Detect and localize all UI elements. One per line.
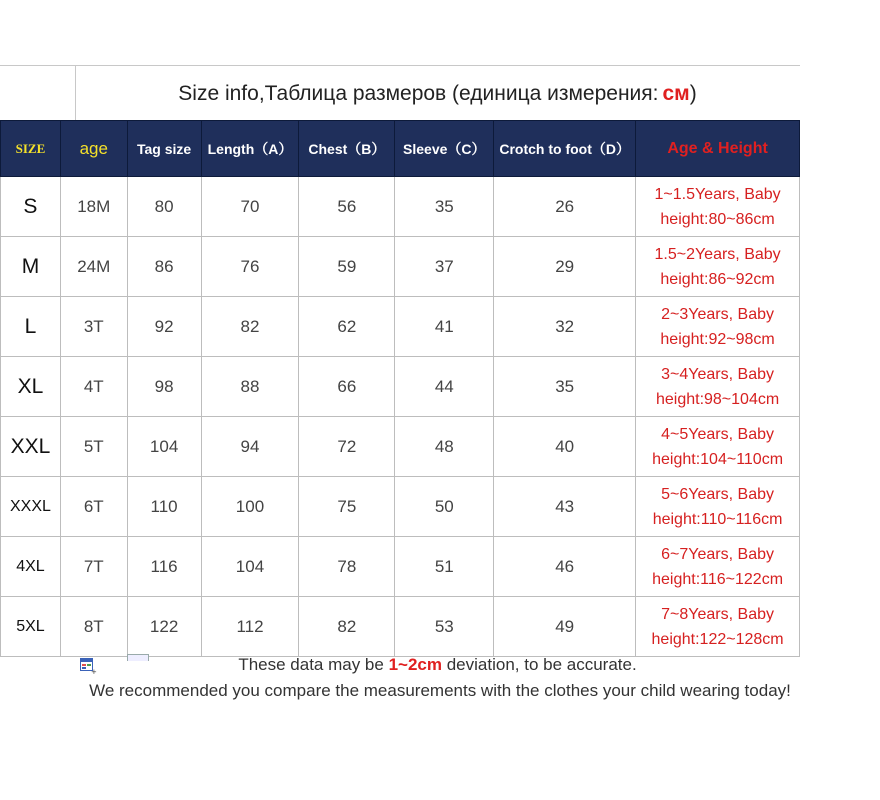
size-chart	[0, 65, 800, 713]
cell-length: 82	[201, 297, 299, 357]
table-row	[1, 597, 800, 657]
cell-size: 4XL	[1, 537, 61, 597]
header-row	[1, 121, 800, 177]
table-row	[1, 417, 800, 477]
cell-size: S	[1, 177, 61, 237]
age-height-line2: height:86~92cm	[660, 270, 775, 288]
cell-chest: 78	[299, 537, 395, 597]
cell-age: 18M	[60, 177, 127, 237]
cell-chest: 62	[299, 297, 395, 357]
cell-crotch: 35	[494, 357, 636, 417]
cell-chest: 66	[299, 357, 395, 417]
age-height-line2: height:98~104cm	[655, 390, 780, 408]
cell-chest: 72	[299, 417, 395, 477]
cell-chest: 75	[299, 477, 395, 537]
size-table	[0, 120, 800, 657]
cell-size: XL	[1, 357, 61, 417]
table-row	[1, 357, 800, 417]
title-text: Size info,Таблица размеров (единица измерения:	[178, 81, 659, 105]
cell-age: 5T	[60, 417, 127, 477]
age-height-line2: height:116~122cm	[652, 570, 784, 588]
cell-size: 5XL	[1, 597, 61, 657]
cell-age-height	[636, 537, 800, 597]
header-chest: Chest（B）	[299, 121, 395, 177]
note-line-2: We recommended you compare the measurements with the clothes your child wearing today!	[89, 681, 791, 700]
cell-age: 4T	[60, 357, 127, 417]
cell-length: 112	[201, 597, 299, 657]
age-height-line1: 4~5Years, Baby	[661, 425, 774, 443]
cell-tag-size: 122	[127, 597, 201, 657]
title-row	[0, 65, 800, 122]
cell-chest: 59	[299, 237, 395, 297]
cell-chest: 82	[299, 597, 395, 657]
cell-age-height	[636, 597, 800, 657]
cell-tag-size: 92	[127, 297, 201, 357]
cell-size: M	[1, 237, 61, 297]
cell-crotch: 43	[494, 477, 636, 537]
cell-age: 7T	[60, 537, 127, 597]
cell-sleeve: 35	[395, 177, 494, 237]
cell-length: 94	[201, 417, 299, 477]
age-height-line2: height:110~116cm	[652, 510, 783, 528]
cell-sleeve: 53	[395, 597, 494, 657]
table-row	[1, 537, 800, 597]
cell-tag-size: 98	[127, 357, 201, 417]
cell-age-height	[636, 177, 800, 237]
header-size: SIZE	[1, 121, 61, 177]
age-height-line2: height:104~110cm	[652, 450, 784, 468]
cell-age-height	[636, 357, 800, 417]
age-height-line1: 3~4Years, Baby	[661, 365, 774, 383]
header-length: Length（A）	[201, 121, 299, 177]
page-title	[75, 66, 800, 121]
cell-age-height	[636, 237, 800, 297]
age-height-line2: height:92~98cm	[660, 330, 775, 348]
age-height-line2: height:80~86cm	[660, 210, 775, 228]
cell-tag-size: 86	[127, 237, 201, 297]
cell-age: 8T	[60, 597, 127, 657]
table-row	[1, 237, 800, 297]
header-crotch-to-foot: Crotch to foot（D）	[494, 121, 636, 177]
title-row-stub	[0, 66, 76, 121]
header-tag-size: Tag size	[127, 121, 201, 177]
deviation-note	[0, 650, 800, 712]
cell-sleeve: 37	[395, 237, 494, 297]
cell-crotch: 46	[494, 537, 636, 597]
header-age: age	[60, 121, 127, 177]
age-height-line1: 1.5~2Years, Baby	[654, 245, 781, 263]
cell-size: XXL	[1, 417, 61, 477]
cell-chest: 56	[299, 177, 395, 237]
cell-tag-size: 104	[127, 417, 201, 477]
cell-length: 70	[201, 177, 299, 237]
cell-length: 76	[201, 237, 299, 297]
cell-length: 104	[201, 537, 299, 597]
table-row	[1, 177, 800, 237]
cell-crotch: 49	[494, 597, 636, 657]
cell-size: XXXL	[1, 477, 61, 537]
cell-sleeve: 41	[395, 297, 494, 357]
cell-crotch: 29	[494, 237, 636, 297]
age-height-line1: 1~1.5Years, Baby	[654, 185, 781, 203]
cell-age-height	[636, 477, 800, 537]
header-sleeve: Sleeve（C）	[395, 121, 494, 177]
note-line1-post: deviation, to be accurate.	[442, 655, 637, 674]
cell-size: L	[1, 297, 61, 357]
age-height-line2: height:122~128cm	[651, 630, 784, 648]
note-line1-pre: These data may be	[238, 655, 389, 674]
age-height-line1: 6~7Years, Baby	[661, 545, 774, 563]
cell-age: 24M	[60, 237, 127, 297]
note-line-1	[0, 655, 875, 675]
cell-sleeve: 48	[395, 417, 494, 477]
cell-crotch: 32	[494, 297, 636, 357]
cell-tag-size: 110	[127, 477, 201, 537]
table-row	[1, 297, 800, 357]
title-unit: см	[662, 81, 690, 105]
age-height-line1: 2~3Years, Baby	[661, 305, 774, 323]
age-height-line1: 7~8Years, Baby	[661, 605, 774, 623]
cell-length: 100	[201, 477, 299, 537]
cell-length: 88	[201, 357, 299, 417]
header-age-height: Age & Height	[636, 121, 800, 177]
table-row	[1, 477, 800, 537]
cell-crotch: 26	[494, 177, 636, 237]
cell-sleeve: 44	[395, 357, 494, 417]
cell-sleeve: 50	[395, 477, 494, 537]
cell-age: 3T	[60, 297, 127, 357]
cell-tag-size: 80	[127, 177, 201, 237]
svg-text:+: +	[91, 668, 97, 676]
cell-tag-size: 116	[127, 537, 201, 597]
title-close: )	[689, 81, 697, 105]
cell-crotch: 40	[494, 417, 636, 477]
note-deviation: 1~2cm	[388, 655, 442, 674]
age-height-line1: 5~6Years, Baby	[661, 485, 774, 503]
cell-age-height	[636, 417, 800, 477]
cell-age: 6T	[60, 477, 127, 537]
cell-age-height	[636, 297, 800, 357]
cell-sleeve: 51	[395, 537, 494, 597]
